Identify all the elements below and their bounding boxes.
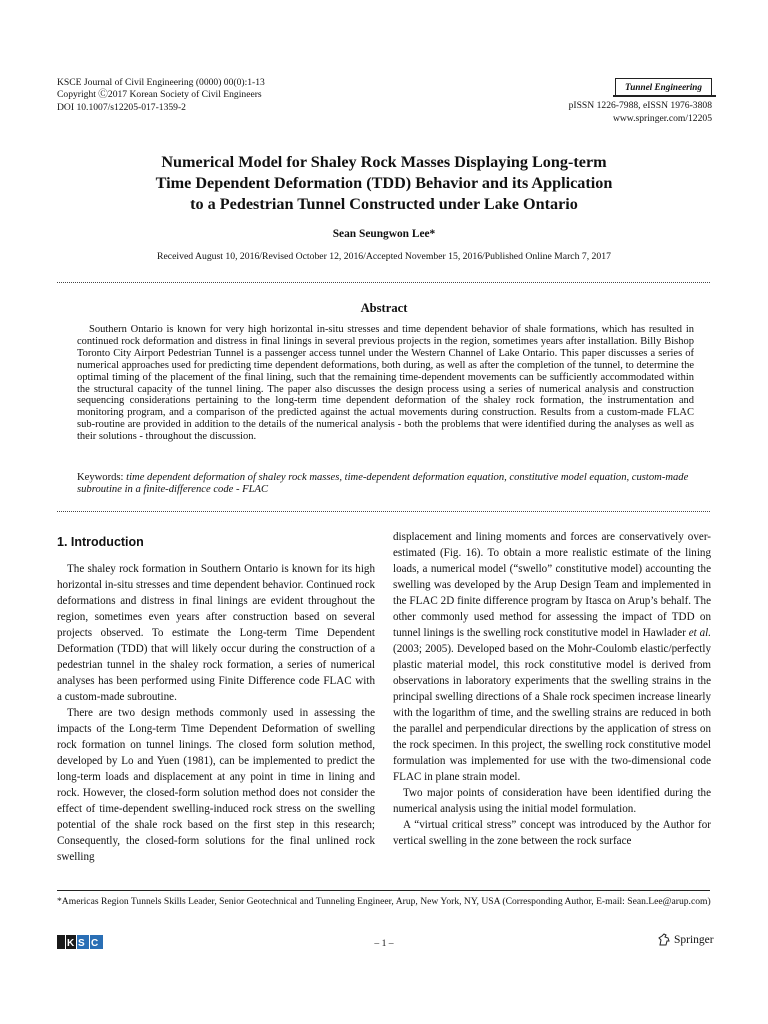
- abstract-heading: Abstract: [360, 301, 408, 315]
- journal-meta: [57, 77, 265, 114]
- article-title: [60, 152, 708, 215]
- divider-top: [57, 282, 710, 283]
- right-paragraph-1-b: (2003; 2005). Developed based on the Mohr-Coulomb elastic/perfectly plastic material model, this rock constitutive model is derived from observations in laboratory experiments that the swelling strains in the principal swelling directions of a Shale rock specimen increase linearly with the logarithm of time, and the swelling strains are reduced in both the parallel and perpendicular directions by the application of stress on the rock specimen. In this project, the swelling rock constitutive model formulation was implemented for use with the two-dimensional code FLAC in plane strain model.: [393, 642, 711, 783]
- keywords: [77, 472, 697, 495]
- right-paragraph-2: Two major points of consideration have been identified during the numerical analysis using the initial model formulation.: [393, 786, 711, 815]
- journal-line: KSCE Journal of Civil Engineering (0000) 00(0):1-13: [57, 77, 265, 88]
- svg-text:C: C: [91, 938, 99, 949]
- url-line[interactable]: www.springer.com/12205: [612, 113, 712, 124]
- svg-text:K: K: [67, 938, 75, 949]
- section-tag-underline: [613, 95, 716, 97]
- abstract-body: [77, 324, 694, 443]
- page-number: – 1 –: [374, 938, 394, 949]
- doi-line: DOI 10.1007/s12205-017-1359-2: [57, 101, 186, 113]
- svg-text:S: S: [78, 938, 85, 949]
- footnote: *Americas Region Tunnels Skills Leader, Senior Geotechnical and Tunneling Engineer, Arup, New York, NY, USA (Corresponding Author, E-mail: Sean.Lee@arup.com): [57, 896, 711, 907]
- section-heading: 1. Introduction: [57, 535, 144, 549]
- springer-text: Springer: [674, 934, 714, 946]
- title-line-1: Numerical Model for Shaley Rock Masses Displaying Long-term: [161, 153, 607, 171]
- issn-block: [569, 99, 712, 125]
- right-column: [393, 530, 711, 850]
- right-paragraph-1: [393, 530, 711, 786]
- left-column: [57, 562, 375, 866]
- springer-horse-icon: [657, 933, 671, 947]
- left-paragraph-2: There are two design methods commonly used in assessing the impacts of the Long-term Time Dependent Deformation of swelling rock formation on tunnel linings. The closed form solution method, developed by Lo and Yuen (1981), can be implemented to predict the long-term loads and displacement at any point in time in lining and rock. However, the closed-form solution method does not consider the effect of time-dependent swelling-induced rock stress on the swelling potential of the shale rock based on the first step in this research; Consequently, the closed-form solutions for the final unlined rock swelling: [57, 706, 375, 863]
- divider-bottom: [57, 511, 710, 512]
- right-paragraph-1-a: displacement and lining moments and forces are conservatively over-estimated (Fig. 16). To obtain a more realistic estimate of the lining loads, a numerical model (“swello” constitutive model) accounting the swelling was developed by the Arup Design Team and implemented in the FLAC 2D finite difference program by Itasca on Arup’s behalf. The other commonly used method for assessing the impact of TDD on tunnel linings is the swelling rock constitutive model in Hawlader: [393, 531, 711, 639]
- right-paragraph-1-etal: et al.: [688, 626, 711, 639]
- springer-logo: [657, 933, 714, 947]
- issn-line: pISSN 1226-7988, eISSN 1976-3808: [568, 100, 712, 111]
- left-paragraph-1: The shaley rock formation in Southern Ontario is known for its high horizontal in-situ stresses and time dependent behavior. Continued rock deformations and distress in final linings are evident throughout the region, sometimes even years after construction based on several projects observed. To estimate the Long-term Time Dependent Deformation (TDD) that will likely occur during the construction of a pedestrian tunnel in the shaley rock formation, a series of numerical analyses has been performed using Finite Difference code FLAC with a custom-made subroutine.: [57, 563, 375, 703]
- author-name: Sean Seungwon Lee*: [332, 228, 436, 240]
- article-dates: Received August 10, 2016/Revised October 12, 2016/Accepted November 15, 2016/Published Online March 7, 2017: [157, 251, 611, 262]
- keywords-label: Keywords:: [77, 472, 124, 483]
- title-line-3: to a Pedestrian Tunnel Constructed under Lake Ontario: [190, 195, 578, 213]
- right-paragraph-3: A “virtual critical stress” concept was introduced by the Author for vertical swelling in the zone between the rock surface: [393, 818, 711, 847]
- abstract-text: Southern Ontario is known for very high horizontal in-situ stresses and time dependent behavior of shale formations, which has resulted in continued rock deformation and distress in final linings in several previous projects in the region, sometimes years after installation. Billy Bishop Toronto City Airport Pedestrian Tunnel is a passenger access tunnel under the Western Channel of Lake Ontario. This paper discusses a series of numerical approaches used for predicting time dependent deformations, both during, as well as after the completion of the tunnel, to determine the optimal timing of the placement of the final lining, such that the remaining time-dependent movements can be sufficiently accommodated within the structural capacity of the tunnel lining. The paper also discusses the design process using a series of numerical analysis and construction sequencing considerations pertaining to the long-term time dependent deformation of the shaley rock formation, the instrumentation and monitoring program, and a comparison of the predicted against the actual movements during construction. Results from a custom-made FLAC sub-routine are provided in addition to the details of the numerical analysis - both the problems that were identified during the analyses as well as their solutions - throughout the discussion.: [77, 324, 694, 443]
- footnote-rule: [57, 890, 710, 891]
- keywords-list: time dependent deformation of shaley rock masses, time-dependent deformation equation, constitutive model equation, custom-made subroutine in a finite-difference code - FLAC: [77, 472, 689, 495]
- copyright-line: Copyright Ⓒ2017 Korean Society of Civil Engineers: [57, 89, 262, 101]
- title-line-2: Time Dependent Deformation (TDD) Behavior and its Application: [155, 174, 613, 192]
- section-tag: Tunnel Engineering: [615, 78, 712, 96]
